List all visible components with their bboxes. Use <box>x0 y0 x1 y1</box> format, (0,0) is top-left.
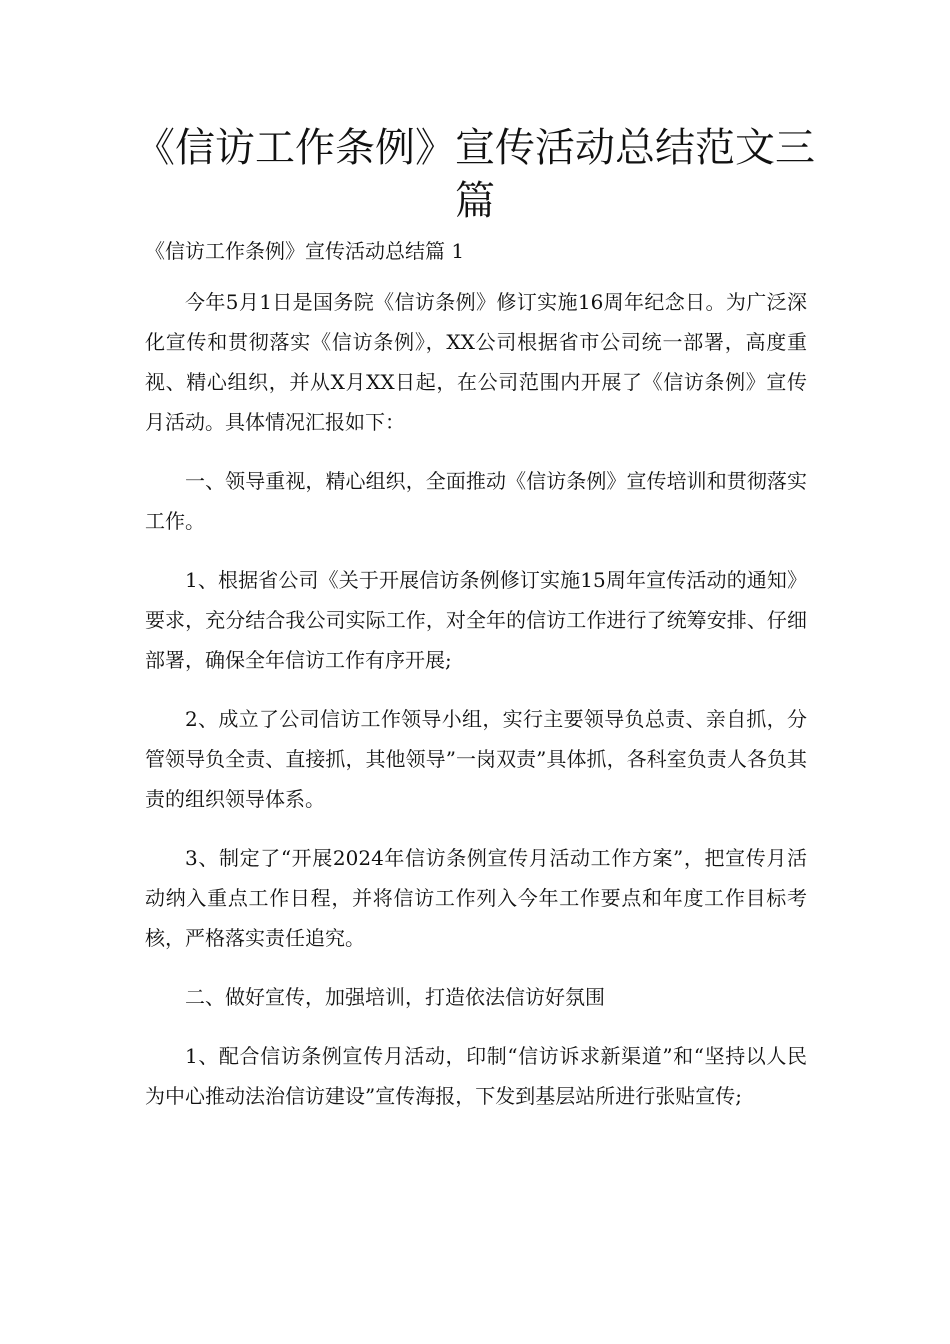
paragraph-item-1: 1、根据省公司《关于开展信访条例修订实施15周年宣传活动的通知》要求，充分结合我公司实际工作，对全年的信访工作进行了统筹安排、仔细部署，确保全年信访工作有序开展; <box>145 568 807 672</box>
paragraph-item-2: 2、成立了公司信访工作领导小组，实行主要领导负总责、亲自抓，分管领导负全责、直接抓，其他领导”一岗双责”具体抓，各科室负责人各负其责的组织领导体系。 <box>145 707 807 811</box>
paragraph-intro: 今年5月1日是国务院《信访条例》修订实施16周年纪念日。为广泛深化宣传和贯彻落实《信访条例》，XX公司根据省市公司统一部署，高度重视、精心组织，并从X月XX日起，在公司范围内开展了《信访条例》宣传月活动。具体情况汇报如下： <box>145 290 807 434</box>
paragraph-part-two-heading: 二、做好宣传，加强培训，打造依法信访好氛围 <box>185 985 605 1009</box>
document-title: 《信访工作条例》宣传活动总结范文三篇 <box>135 125 815 224</box>
paragraph-part-two-item-1: 1、配合信访条例宣传月活动，印制“信访诉求新渠道”和“坚持以人民为中心推动法治信访建设”宣传海报，下发到基层站所进行张贴宣传; <box>145 1044 807 1108</box>
section-heading: 《信访工作条例》宣传活动总结篇 1 <box>145 239 465 263</box>
paragraph-item-3: 3、制定了“开展2024年信访条例宣传月活动工作方案”，把宣传月活动纳入重点工作日程，并将信访工作列入今年工作要点和年度工作目标考核，严格落实责任追究。 <box>145 846 807 950</box>
document-body <box>145 282 807 1135</box>
paragraph-part-one-heading: 一、领导重视，精心组织，全面推动《信访条例》宣传培训和贯彻落实工作。 <box>145 469 807 533</box>
